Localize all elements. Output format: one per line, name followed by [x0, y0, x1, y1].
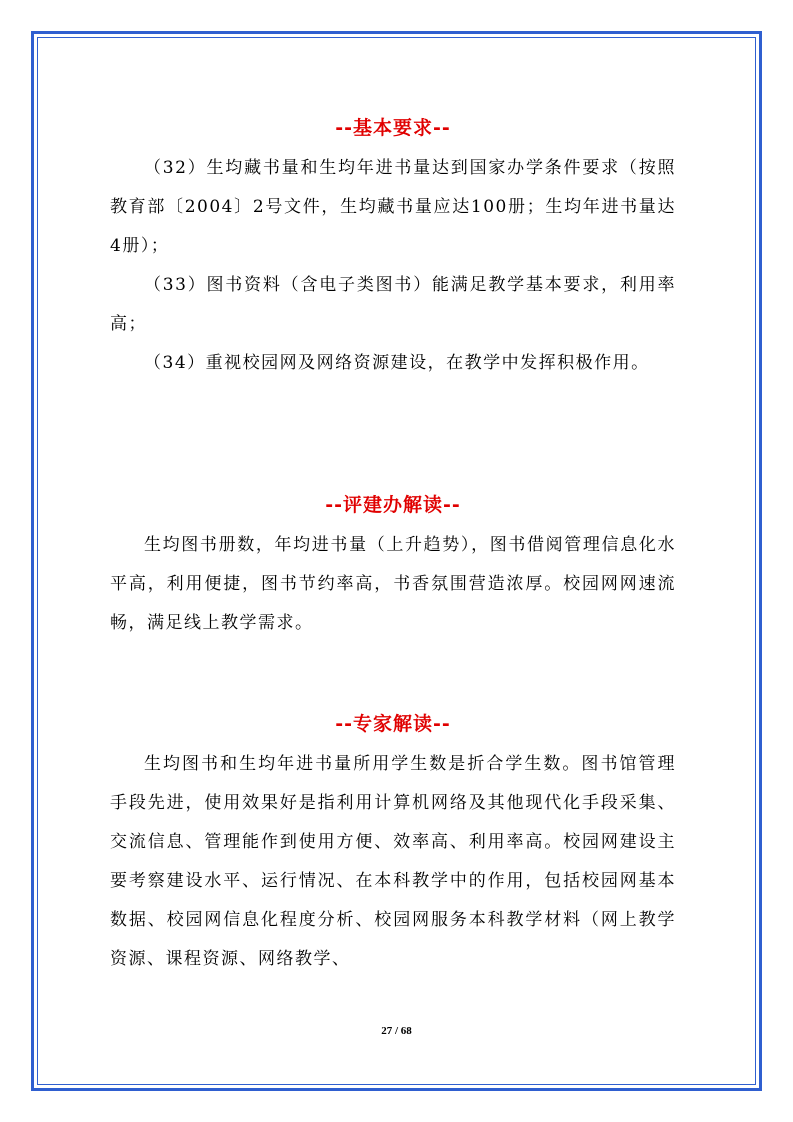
paragraph-32: （32）生均藏书量和生均年进书量达到国家办学条件要求（按照教育部〔2004〕2号文件，生均藏书量应达100册；生均年进书量达4册）； [110, 158, 676, 256]
section-heading-basic-requirements: --基本要求-- [335, 117, 451, 139]
paragraph-34: （34）重视校园网及网络资源建设，在教学中发挥积极作用。 [144, 353, 650, 373]
paragraph-office-interpretation: 生均图书册数，年均进书量（上升趋势），图书借阅管理信息化水平高，利用便捷，图书节约率高，书香氛围营造浓厚。校园网网速流畅，满足线上教学需求。 [110, 535, 676, 633]
section-heading-office-interpretation: --评建办解读-- [325, 494, 461, 516]
paragraph-33: （33）图书资料（含电子类图书）能满足教学基本要求，利用率高； [110, 275, 676, 334]
paragraph-expert-interpretation: 生均图书和生均年进书量所用学生数是折合学生数。图书馆管理手段先进，使用效果好是指利用计算机网络及其他现代化手段采集、交流信息、管理能作到使用方便、效率高、利用率高。校园网建设主要考察建设水平、运行情况、在本科教学中的作用，包括校园网基本数据、校园网信息化程度分析、校园网服务本科教学材料（网上教学资源、课程资源、网络教学、 [110, 754, 676, 969]
section-heading-expert-interpretation: --专家解读-- [335, 713, 451, 735]
page-number: 27 / 68 [381, 1025, 412, 1037]
